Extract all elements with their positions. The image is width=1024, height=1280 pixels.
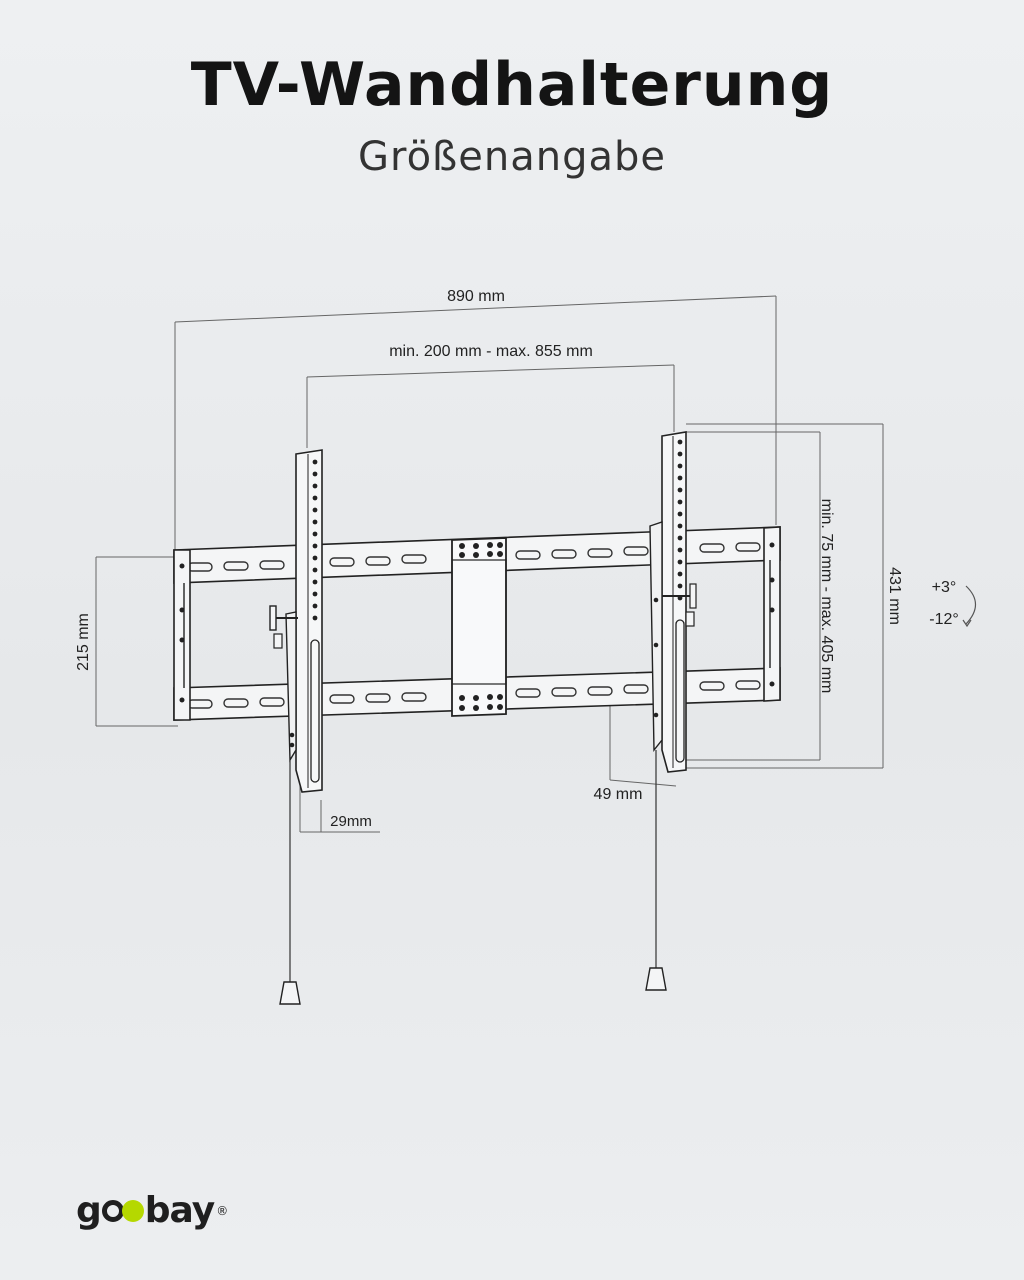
brand-suffix: bay bbox=[144, 1190, 215, 1231]
brand-logo bbox=[76, 1190, 227, 1231]
right-arm bbox=[650, 432, 696, 772]
label-wall-depth: 49 mm bbox=[593, 786, 643, 803]
pull-cord-weight-right bbox=[646, 968, 666, 990]
label-plate-height: 215 mm bbox=[75, 613, 92, 671]
label-total-width: 890 mm bbox=[447, 288, 505, 305]
label-arm-height: min. 75 mm - max. 405 mm bbox=[818, 498, 835, 694]
brand-registered: ® bbox=[216, 1203, 228, 1218]
page-subtitle: Größenangabe bbox=[358, 134, 666, 180]
label-total-height: 431 mm bbox=[886, 567, 903, 625]
pull-cords bbox=[290, 750, 656, 982]
left-end-bracket bbox=[174, 550, 190, 720]
tilt-arc bbox=[966, 586, 976, 624]
left-arm bbox=[270, 450, 322, 792]
label-tilt-down: -12° bbox=[929, 611, 959, 628]
page-title: TV-Wandhalterung bbox=[190, 50, 834, 120]
right-end-bracket bbox=[764, 527, 780, 701]
label-tilt-up: +3° bbox=[931, 579, 957, 596]
brand-prefix: g bbox=[76, 1190, 101, 1231]
center-block bbox=[452, 538, 506, 716]
label-arm-depth: 29mm bbox=[330, 813, 372, 830]
brand-oo-icon bbox=[102, 1200, 144, 1222]
pull-cord-weight-left bbox=[280, 982, 300, 1004]
label-arm-spacing: min. 200 mm - max. 855 mm bbox=[389, 343, 593, 360]
